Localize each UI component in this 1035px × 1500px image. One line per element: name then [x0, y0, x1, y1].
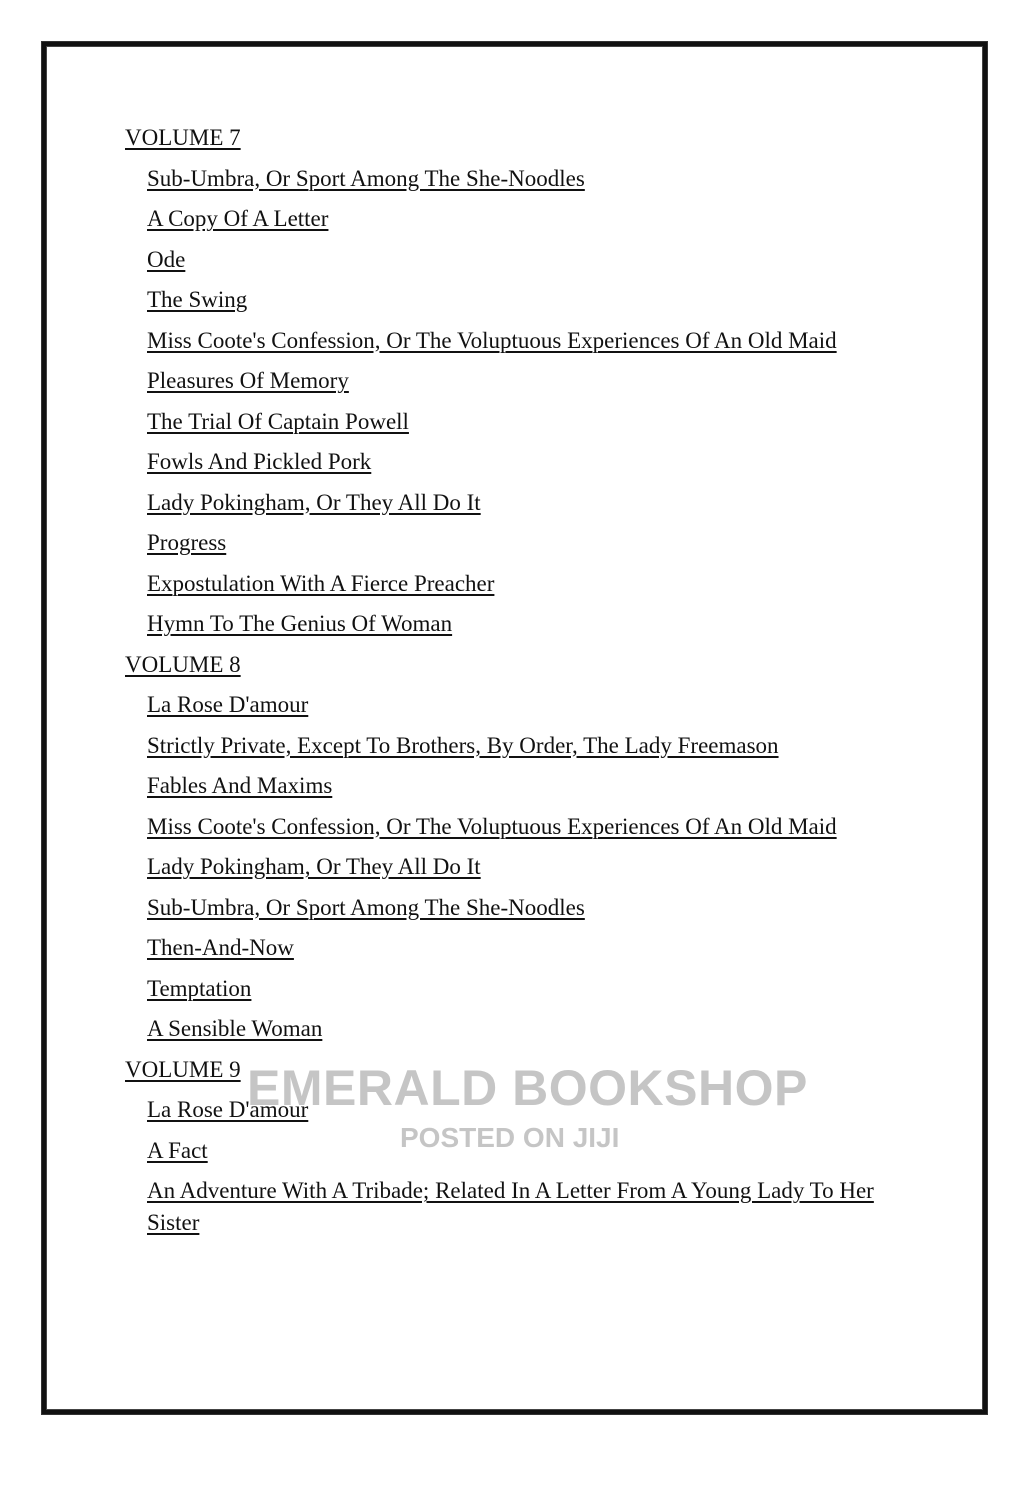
volume-heading[interactable]: VOLUME 9 [125, 1056, 241, 1082]
toc-entry[interactable]: Strictly Private, Except To Brothers, By Order, The Lady Freemason [147, 732, 779, 758]
toc-entry[interactable]: Miss Coote's Confession, Or The Voluptuous Experiences Of An Old Maid [147, 327, 837, 353]
toc-entry[interactable]: Hymn To The Genius Of Woman [147, 611, 453, 636]
toc-entry[interactable]: Miss Coote's Confession, Or The Voluptuous Experiences Of An Old Maid [147, 813, 837, 839]
toc-entry[interactable]: An Adventure With A Tribade; Related In A Letter From A Young Lady To Her Sister [147, 1178, 874, 1235]
toc-entry[interactable]: A Copy Of A Letter [147, 206, 329, 231]
toc-entry[interactable]: La Rose D'amour [147, 692, 309, 717]
toc-entry[interactable]: Sub-Umbra, Or Sport Among The She-Noodles [147, 894, 585, 920]
toc-entry[interactable]: A Sensible Woman [147, 1016, 323, 1041]
volume-heading[interactable]: VOLUME 7 [125, 125, 241, 150]
toc-entry[interactable]: Fables And Maxims [147, 773, 333, 798]
toc-entry[interactable]: Expostulation With A Fierce Preacher [147, 570, 495, 596]
toc-entry[interactable]: The Swing [147, 287, 248, 312]
volume-heading[interactable]: VOLUME 8 [125, 651, 241, 677]
watermark-main-text: EMERALD BOOKSHOP [247, 1060, 808, 1116]
toc-entry[interactable]: Pleasures Of Memory [147, 368, 349, 393]
toc-entry[interactable]: Then-And-Now [147, 935, 294, 960]
toc-entry[interactable]: Sub-Umbra, Or Sport Among The She-Noodles [147, 165, 585, 191]
toc-entry[interactable]: Ode [147, 246, 186, 272]
table-of-contents [125, 122, 925, 1248]
toc-entry[interactable]: Progress [147, 530, 227, 555]
toc-entry[interactable]: A Fact [147, 1137, 208, 1163]
toc-entry[interactable]: Fowls And Pickled Pork [147, 449, 372, 474]
toc-entry[interactable]: Lady Pokingham, Or They All Do It [147, 854, 481, 879]
toc-entry[interactable]: Lady Pokingham, Or They All Do It [147, 489, 481, 515]
toc-entry[interactable]: The Trial Of Captain Powell [147, 408, 409, 434]
toc-entry[interactable]: La Rose D'amour [147, 1097, 309, 1122]
watermark-sub-text: POSTED ON JIJI [400, 1122, 620, 1153]
toc-entry[interactable]: Temptation [147, 975, 252, 1001]
